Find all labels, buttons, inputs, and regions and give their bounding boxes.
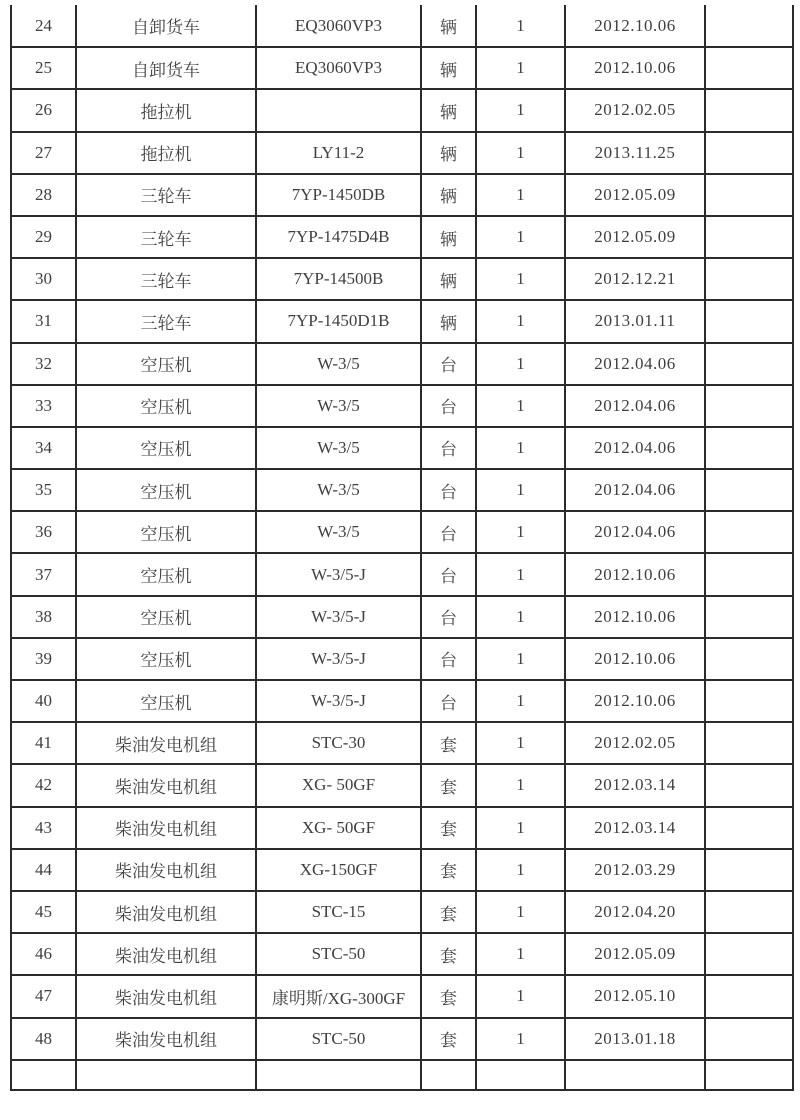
notes-cell xyxy=(705,343,793,385)
unit-cell: 辆 xyxy=(421,132,476,174)
model-cell xyxy=(256,89,421,131)
unit-cell: 套 xyxy=(421,1018,476,1060)
date-cell: 2012.10.06 xyxy=(565,47,705,89)
serial-cell: 30 xyxy=(11,258,76,300)
unit-cell: 套 xyxy=(421,722,476,764)
table-row xyxy=(11,343,793,385)
qty-cell: 1 xyxy=(476,553,565,595)
notes-cell xyxy=(705,764,793,806)
name-cell xyxy=(76,1060,256,1090)
serial-cell: 41 xyxy=(11,722,76,764)
serial-cell: 32 xyxy=(11,343,76,385)
model-cell: XG- 50GF xyxy=(256,764,421,806)
model-cell: W-3/5 xyxy=(256,343,421,385)
unit-cell: 台 xyxy=(421,427,476,469)
model-cell: W-3/5-J xyxy=(256,680,421,722)
name-cell: 空压机 xyxy=(76,385,256,427)
model-cell: STC-30 xyxy=(256,722,421,764)
name-cell: 空压机 xyxy=(76,469,256,511)
date-cell: 2012.04.20 xyxy=(565,891,705,933)
model-cell: W-3/5 xyxy=(256,427,421,469)
qty-cell: 1 xyxy=(476,132,565,174)
name-cell: 空压机 xyxy=(76,553,256,595)
serial-cell: 28 xyxy=(11,174,76,216)
unit-cell: 套 xyxy=(421,849,476,891)
notes-cell xyxy=(705,5,793,47)
date-cell: 2012.03.14 xyxy=(565,764,705,806)
qty-cell: 1 xyxy=(476,89,565,131)
name-cell: 三轮车 xyxy=(76,216,256,258)
notes-cell xyxy=(705,385,793,427)
date-cell: 2013.01.18 xyxy=(565,1018,705,1060)
notes-cell xyxy=(705,1018,793,1060)
unit-cell: 辆 xyxy=(421,5,476,47)
table-row xyxy=(11,764,793,806)
name-cell: 柴油发电机组 xyxy=(76,764,256,806)
name-cell: 柴油发电机组 xyxy=(76,807,256,849)
unit-cell: 台 xyxy=(421,511,476,553)
name-cell: 柴油发电机组 xyxy=(76,891,256,933)
model-cell: 7YP-1450DB xyxy=(256,174,421,216)
notes-cell xyxy=(705,933,793,975)
model-cell: STC-50 xyxy=(256,933,421,975)
name-cell: 柴油发电机组 xyxy=(76,1018,256,1060)
notes-cell xyxy=(705,300,793,342)
date-cell: 2012.03.14 xyxy=(565,807,705,849)
date-cell: 2012.12.21 xyxy=(565,258,705,300)
date-cell: 2012.03.29 xyxy=(565,849,705,891)
model-cell: XG-150GF xyxy=(256,849,421,891)
notes-cell xyxy=(705,680,793,722)
notes-cell xyxy=(705,849,793,891)
serial-cell: 43 xyxy=(11,807,76,849)
model-cell: W-3/5 xyxy=(256,469,421,511)
serial-cell: 24 xyxy=(11,5,76,47)
unit-cell: 套 xyxy=(421,807,476,849)
name-cell: 空压机 xyxy=(76,427,256,469)
name-cell: 拖拉机 xyxy=(76,89,256,131)
notes-cell xyxy=(705,975,793,1017)
table-row xyxy=(11,1018,793,1060)
serial-cell: 45 xyxy=(11,891,76,933)
date-cell: 2012.04.06 xyxy=(565,343,705,385)
date-cell: 2012.10.06 xyxy=(565,596,705,638)
model-cell: W-3/5-J xyxy=(256,638,421,680)
serial-cell: 38 xyxy=(11,596,76,638)
qty-cell: 1 xyxy=(476,807,565,849)
model-cell xyxy=(256,1060,421,1090)
qty-cell: 1 xyxy=(476,5,565,47)
table-row xyxy=(11,511,793,553)
equipment-table xyxy=(10,5,794,1091)
date-cell: 2012.05.09 xyxy=(565,216,705,258)
qty-cell: 1 xyxy=(476,469,565,511)
table-row-partial xyxy=(11,1060,793,1090)
model-cell: 7YP-14500B xyxy=(256,258,421,300)
table-row xyxy=(11,258,793,300)
qty-cell: 1 xyxy=(476,764,565,806)
date-cell: 2012.04.06 xyxy=(565,427,705,469)
notes-cell xyxy=(705,596,793,638)
model-cell: XG- 50GF xyxy=(256,807,421,849)
qty-cell: 1 xyxy=(476,511,565,553)
name-cell: 自卸货车 xyxy=(76,5,256,47)
qty-cell: 1 xyxy=(476,427,565,469)
table-row xyxy=(11,385,793,427)
table-row xyxy=(11,722,793,764)
model-cell: 7YP-1450D1B xyxy=(256,300,421,342)
unit-cell: 台 xyxy=(421,680,476,722)
notes-cell xyxy=(705,469,793,511)
name-cell: 柴油发电机组 xyxy=(76,849,256,891)
unit-cell: 台 xyxy=(421,343,476,385)
table-row xyxy=(11,891,793,933)
qty-cell: 1 xyxy=(476,933,565,975)
notes-cell xyxy=(705,47,793,89)
table-row xyxy=(11,174,793,216)
model-cell: EQ3060VP3 xyxy=(256,5,421,47)
date-cell: 2012.04.06 xyxy=(565,385,705,427)
date-cell: 2012.02.05 xyxy=(565,89,705,131)
equipment-table-body xyxy=(11,5,793,1060)
serial-cell: 27 xyxy=(11,132,76,174)
notes-cell xyxy=(705,427,793,469)
model-cell: STC-15 xyxy=(256,891,421,933)
unit-cell: 辆 xyxy=(421,216,476,258)
unit-cell: 台 xyxy=(421,638,476,680)
date-cell: 2013.11.25 xyxy=(565,132,705,174)
date-cell: 2013.01.11 xyxy=(565,300,705,342)
name-cell: 柴油发电机组 xyxy=(76,975,256,1017)
serial-cell: 48 xyxy=(11,1018,76,1060)
unit-cell xyxy=(421,1060,476,1090)
date-cell: 2012.10.06 xyxy=(565,638,705,680)
date-cell xyxy=(565,1060,705,1090)
notes-cell xyxy=(705,722,793,764)
table-row xyxy=(11,807,793,849)
notes-cell xyxy=(705,258,793,300)
table-row xyxy=(11,47,793,89)
qty-cell: 1 xyxy=(476,300,565,342)
name-cell: 空压机 xyxy=(76,638,256,680)
name-cell: 空压机 xyxy=(76,343,256,385)
date-cell: 2012.05.10 xyxy=(565,975,705,1017)
serial-cell: 33 xyxy=(11,385,76,427)
date-cell: 2012.10.06 xyxy=(565,553,705,595)
notes-cell xyxy=(705,174,793,216)
table-row xyxy=(11,849,793,891)
model-cell: W-3/5-J xyxy=(256,596,421,638)
qty-cell: 1 xyxy=(476,47,565,89)
serial-cell: 25 xyxy=(11,47,76,89)
unit-cell: 套 xyxy=(421,933,476,975)
table-row xyxy=(11,89,793,131)
name-cell: 空压机 xyxy=(76,680,256,722)
notes-cell xyxy=(705,807,793,849)
table-row xyxy=(11,933,793,975)
serial-cell xyxy=(11,1060,76,1090)
serial-cell: 44 xyxy=(11,849,76,891)
serial-cell: 37 xyxy=(11,553,76,595)
name-cell: 拖拉机 xyxy=(76,132,256,174)
qty-cell: 1 xyxy=(476,216,565,258)
name-cell: 柴油发电机组 xyxy=(76,722,256,764)
serial-cell: 42 xyxy=(11,764,76,806)
unit-cell: 台 xyxy=(421,469,476,511)
table-row xyxy=(11,553,793,595)
date-cell: 2012.10.06 xyxy=(565,680,705,722)
qty-cell: 1 xyxy=(476,975,565,1017)
qty-cell: 1 xyxy=(476,722,565,764)
qty-cell: 1 xyxy=(476,385,565,427)
qty-cell: 1 xyxy=(476,1018,565,1060)
model-cell: STC-50 xyxy=(256,1018,421,1060)
unit-cell: 辆 xyxy=(421,174,476,216)
notes-cell xyxy=(705,132,793,174)
date-cell: 2012.04.06 xyxy=(565,469,705,511)
serial-cell: 35 xyxy=(11,469,76,511)
notes-cell xyxy=(705,638,793,680)
serial-cell: 39 xyxy=(11,638,76,680)
name-cell: 三轮车 xyxy=(76,174,256,216)
unit-cell: 台 xyxy=(421,553,476,595)
table-row xyxy=(11,638,793,680)
qty-cell: 1 xyxy=(476,849,565,891)
name-cell: 自卸货车 xyxy=(76,47,256,89)
notes-cell xyxy=(705,216,793,258)
unit-cell: 台 xyxy=(421,596,476,638)
model-cell: W-3/5-J xyxy=(256,553,421,595)
date-cell: 2012.02.05 xyxy=(565,722,705,764)
notes-cell xyxy=(705,891,793,933)
date-cell: 2012.10.06 xyxy=(565,5,705,47)
name-cell: 三轮车 xyxy=(76,300,256,342)
unit-cell: 辆 xyxy=(421,258,476,300)
model-cell: W-3/5 xyxy=(256,511,421,553)
table-row xyxy=(11,300,793,342)
qty-cell: 1 xyxy=(476,343,565,385)
unit-cell: 套 xyxy=(421,764,476,806)
table-row xyxy=(11,680,793,722)
table-row xyxy=(11,596,793,638)
table-row xyxy=(11,216,793,258)
unit-cell: 套 xyxy=(421,975,476,1017)
date-cell: 2012.04.06 xyxy=(565,511,705,553)
serial-cell: 31 xyxy=(11,300,76,342)
notes-cell xyxy=(705,89,793,131)
unit-cell: 辆 xyxy=(421,47,476,89)
unit-cell: 辆 xyxy=(421,300,476,342)
serial-cell: 29 xyxy=(11,216,76,258)
notes-cell xyxy=(705,1060,793,1090)
model-cell: EQ3060VP3 xyxy=(256,47,421,89)
qty-cell: 1 xyxy=(476,596,565,638)
name-cell: 空压机 xyxy=(76,511,256,553)
model-cell: 7YP-1475D4B xyxy=(256,216,421,258)
unit-cell: 台 xyxy=(421,385,476,427)
qty-cell: 1 xyxy=(476,891,565,933)
model-cell: W-3/5 xyxy=(256,385,421,427)
serial-cell: 36 xyxy=(11,511,76,553)
qty-cell: 1 xyxy=(476,680,565,722)
date-cell: 2012.05.09 xyxy=(565,933,705,975)
table-row xyxy=(11,5,793,47)
qty-cell xyxy=(476,1060,565,1090)
qty-cell: 1 xyxy=(476,258,565,300)
notes-cell xyxy=(705,511,793,553)
model-cell: LY11-2 xyxy=(256,132,421,174)
table-row xyxy=(11,132,793,174)
date-cell: 2012.05.09 xyxy=(565,174,705,216)
unit-cell: 辆 xyxy=(421,89,476,131)
clipped-next-row xyxy=(11,1060,793,1090)
notes-cell xyxy=(705,553,793,595)
qty-cell: 1 xyxy=(476,174,565,216)
serial-cell: 40 xyxy=(11,680,76,722)
name-cell: 三轮车 xyxy=(76,258,256,300)
serial-cell: 47 xyxy=(11,975,76,1017)
qty-cell: 1 xyxy=(476,638,565,680)
name-cell: 柴油发电机组 xyxy=(76,933,256,975)
serial-cell: 26 xyxy=(11,89,76,131)
unit-cell: 套 xyxy=(421,891,476,933)
serial-cell: 46 xyxy=(11,933,76,975)
serial-cell: 34 xyxy=(11,427,76,469)
name-cell: 空压机 xyxy=(76,596,256,638)
table-row xyxy=(11,975,793,1017)
table-row xyxy=(11,427,793,469)
table-row xyxy=(11,469,793,511)
model-cell: 康明斯/XG-300GF xyxy=(256,975,421,1017)
